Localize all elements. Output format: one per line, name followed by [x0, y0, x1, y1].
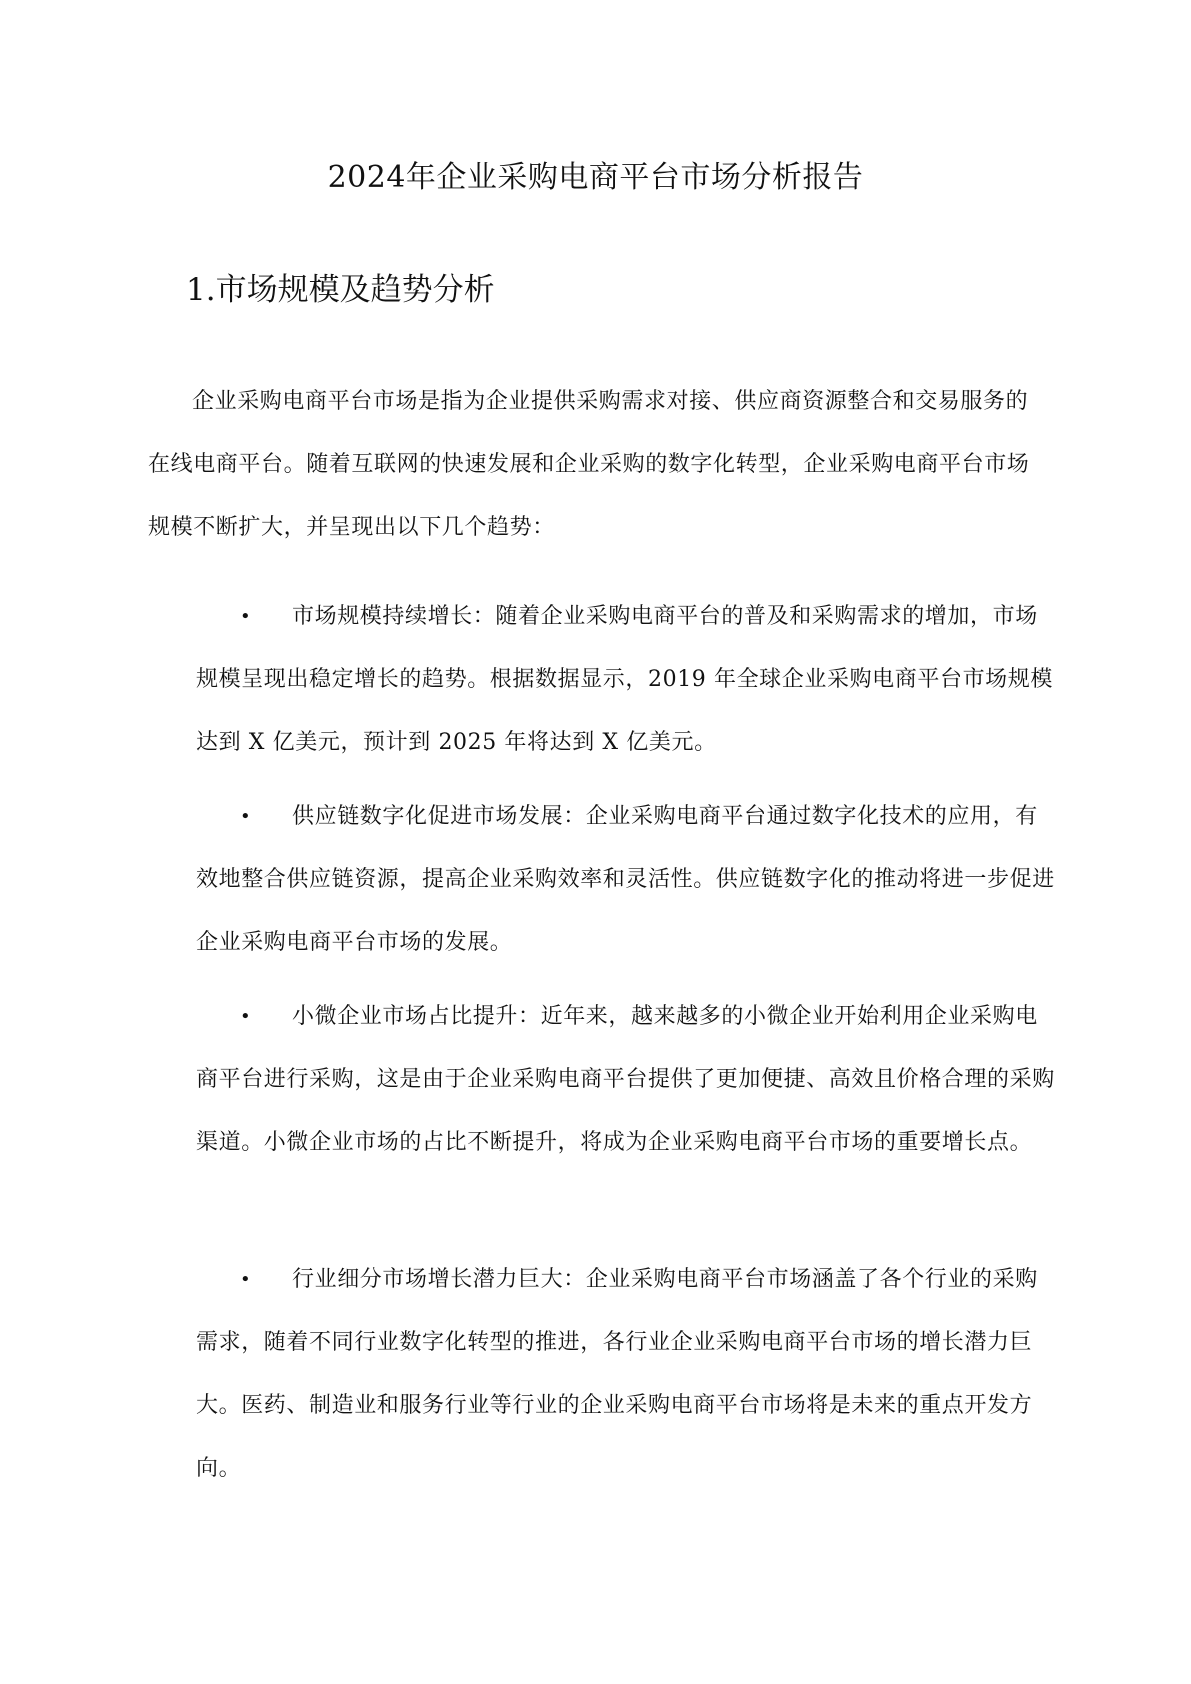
list-item-text: 市场规模持续增长：随着企业采购电商平台的普及和采购需求的增加，市场规模呈现出稳定增长的趋势。根据数据显示，2019 年全球企业采购电商平台市场规模达到 X 亿美元，预计到 2025 年将达到 X 亿美元。 — [196, 604, 1053, 755]
list-item-text: 行业细分市场增长潜力巨大：企业采购电商平台市场涵盖了各个行业的采购需求，随着不同行业数字化转型的推进，各行业企业采购电商平台市场的增长潜力巨大。医药、制造业和服务行业等行业的企业采购电商平台市场将是未来的重点开发方向。 — [196, 1267, 1038, 1481]
list-item — [196, 585, 1056, 774]
list-item-text: 小微企业市场占比提升：近年来，越来越多的小微企业开始利用企业采购电商平台进行采购，这是由于企业采购电商平台提供了更加便捷、高效且价格合理的采购渠道。小微企业市场的占比不断提升，将成为企业采购电商平台市场的重要增长点。 — [196, 1004, 1055, 1155]
section-heading: 1.市场规模及趋势分析 — [186, 272, 495, 308]
document-title: 2024年企业采购电商平台市场分析报告 — [327, 160, 864, 195]
list-item — [196, 985, 1056, 1174]
bullet-icon: • — [240, 606, 252, 627]
list-item-text: 供应链数字化促进市场发展：企业采购电商平台通过数字化技术的应用，有效地整合供应链资源，提高企业采购效率和灵活性。供应链数字化的推动将进一步促进企业采购电商平台市场的发展。 — [196, 804, 1055, 955]
bullet-icon: • — [240, 806, 252, 827]
list-item — [196, 1248, 1056, 1500]
bullet-icon: • — [240, 1006, 252, 1027]
bullet-icon: • — [240, 1269, 252, 1290]
list-item — [196, 785, 1056, 974]
intro-paragraph: 企业采购电商平台市场是指为企业提供采购需求对接、供应商资源整合和交易服务的在线电商平台。随着互联网的快速发展和企业采购的数字化转型，企业采购电商平台市场规模不断扩大，并呈现出以下几个趋势： — [148, 389, 1030, 540]
